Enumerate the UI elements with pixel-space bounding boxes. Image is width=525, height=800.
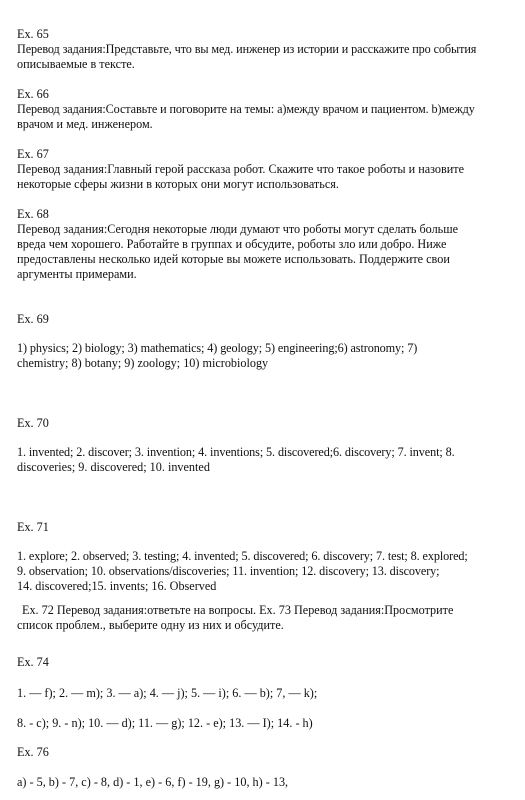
text-line: Перевод задания:Сегодня некоторые люди думают что роботы могут сделать больше <box>17 222 459 236</box>
heading-ex-67: Ex. 67 <box>17 147 49 161</box>
answer-line: 9. observation; 10. observations/discoveries; 11. invention; 12. discovery; 13. discovery; <box>17 564 440 578</box>
answer-line: 14. discovered;15. invents; 16. Observed <box>17 579 217 593</box>
answer-line: a) - 5, b) - 7, c) - 8, d) - 1, e) - 6, f) - 19, g) - 10, h) - 13, <box>17 775 289 789</box>
text-line: описываемые в тексте. <box>17 57 135 71</box>
heading-ex-76: Ex. 76 <box>17 745 49 759</box>
answer-line: 1. explore; 2. observed; 3. testing; 4. invented; 5. discovered; 6. discovery; 7. test; 8. explored; <box>17 549 468 563</box>
text-line: список проблем., выберите одну из них и обсудите. <box>17 618 284 632</box>
answer-line: 1. invented; 2. discover; 3. invention; 4. inventions; 5. discovered;6. discovery; 7. invent; 8. <box>17 445 455 459</box>
heading-ex-70: Ex. 70 <box>17 416 49 430</box>
answer-line: 1) physics; 2) biology; 3) mathematics; 4) geology; 5) engineering;6) astronomy; 7) <box>17 341 418 355</box>
heading-ex-66: Ex. 66 <box>17 87 49 101</box>
text-line: Перевод задания:Главный герой рассказа робот. Скажите что такое роботы и назовите <box>17 162 465 176</box>
text-line: Перевод задания:Представьте, что вы мед. инженер из истории и расскажите про события <box>17 42 477 56</box>
text-line: Перевод задания:Составьте и поговорите на темы: а)между врачом и пациентом. b)между <box>17 102 475 116</box>
heading-ex-74: Ex. 74 <box>17 655 49 669</box>
heading-ex-69: Ex. 69 <box>17 312 49 326</box>
text-line: некоторые сферы жизни в которых они могут использоваться. <box>17 177 339 191</box>
answer-line: 1. — f); 2. — m); 3. — a); 4. — j); 5. — i); 6. — b); 7, — k); <box>17 686 318 700</box>
heading-ex-68: Ex. 68 <box>17 207 49 221</box>
answer-line: 8. - c); 9. - n); 10. — d); 11. — g); 12. - e); 13. — I); 14. - h) <box>17 716 313 730</box>
answer-line: chemistry; 8) botany; 9) zoology; 10) microbiology <box>17 356 269 370</box>
text-line: предоставлены несколько идей которые вы можете использовать. Поддержите свои <box>17 252 450 266</box>
answer-line: discoveries; 9. discovered; 10. invented <box>17 460 210 474</box>
text-line: врачом и мед. инженером. <box>17 117 153 131</box>
heading-ex-72-73: Ex. 72 Перевод задания:ответьте на вопросы. Ex. 73 Перевод задания:Просмотрите <box>22 603 454 617</box>
text-line: вреда чем хорошего. Работайте в группах и обсудите, роботы зло или добро. Ниже <box>17 237 447 251</box>
heading-ex-71: Ex. 71 <box>17 520 49 534</box>
heading-ex-65: Ex. 65 <box>17 27 49 41</box>
text-line: аргументы примерами. <box>17 267 137 281</box>
